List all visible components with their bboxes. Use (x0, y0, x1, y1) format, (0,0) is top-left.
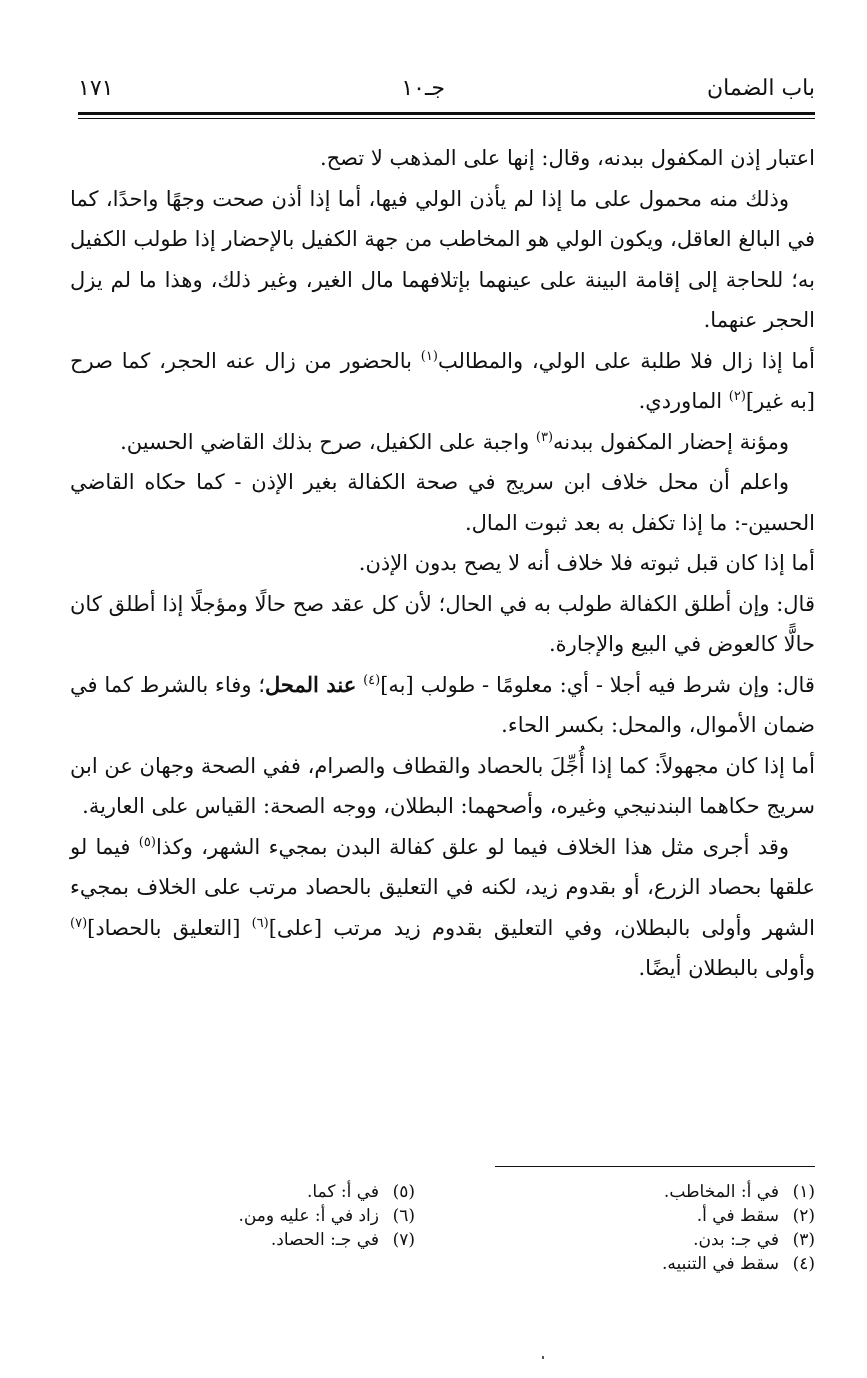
paragraph (70, 179, 815, 341)
paragraph (70, 462, 815, 543)
main-text (70, 138, 815, 989)
scan-speck (542, 1356, 544, 1359)
paragraph-text: الماوردي. (638, 389, 729, 413)
bold-text: عند المحل (265, 671, 357, 697)
paragraph-text: [التعليق بالحصاد] (87, 915, 252, 940)
footnotes-column-left (75, 1180, 415, 1252)
paragraph (70, 746, 815, 827)
page-number: ١٧١ (78, 76, 114, 101)
paragraph-text: واجبة على الكفيل، صرح بذلك القاضي الحسين. (120, 429, 536, 454)
footnote-number: (١) (792, 1182, 815, 1202)
paragraph-text: اعتبار إذن المكفول ببدنه، وقال: إنها على المذهب لا تصح. (319, 146, 815, 170)
footnote-text: في جـ: بدن. (693, 1230, 779, 1250)
paragraph-text: بالحضور من زال عنه الحجر، كما صرح [به غير] (70, 348, 815, 413)
paragraph (70, 341, 815, 422)
paragraph-text: ومؤنة إحضار المكفول ببدنه (553, 429, 789, 454)
footnote-number: (٢) (792, 1206, 815, 1226)
paragraph (70, 665, 815, 746)
paragraph-text: فيما لو علقها بحصاد الزرع، أو بقدوم زيد، لكنه في التعليق بالحصاد مرتب على الخلاف بمجيء الشهر وأولى بالبطلان، وفي التعليق بقدوم زيد مرتب [على] (70, 834, 816, 940)
footnote-marker: (٧) (70, 915, 88, 931)
paragraph-text: أما إذا كان قبل ثبوته فلا خلاف أنه لا يصح بدون الإذن. (358, 551, 815, 575)
chapter-title: باب الضمان (706, 76, 815, 101)
footnote (475, 1252, 815, 1276)
paragraph (70, 827, 815, 989)
footnote-number: (٥) (392, 1182, 415, 1202)
footnote (475, 1204, 815, 1228)
footnote (475, 1180, 815, 1204)
footnote (475, 1228, 815, 1252)
paragraph-text: ؛ وفاء بالشرط كما في ضمان الأموال، والمحل: بكسر الحاء. (70, 672, 815, 737)
running-header (78, 68, 815, 112)
footnote-number: (٧) (392, 1230, 415, 1250)
footnote-marker: (٦) (251, 915, 269, 931)
paragraph-text: وأولى بالبطلان أيضًا. (638, 956, 815, 980)
footnote-number: (٦) (392, 1206, 415, 1226)
paragraph (70, 138, 815, 179)
footnote-number: (٣) (792, 1230, 815, 1250)
footnote-text: في أ: المخاطب. (663, 1182, 779, 1202)
footnote-text: سقط في أ. (696, 1206, 779, 1226)
paragraph-text: وقد أجرى مثل هذا الخلاف فيما لو علق كفالة البدن بمجيء الشهر، وكذا (155, 834, 790, 859)
footnote (75, 1180, 415, 1204)
volume-number: جـ١٠ (401, 76, 445, 101)
paragraph (70, 543, 815, 584)
footnote-number: (٤) (792, 1254, 815, 1274)
paragraph-text: قال: وإن أطلق الكفالة طولب به في الحال؛ لأن كل عقد صح حالًا ومؤجلًا إذا أطلق كان حالًّا كالعوض في البيع والإجارة. (70, 591, 815, 656)
footnote-text: سقط في التنبيه. (661, 1254, 779, 1274)
footnote-marker: (٣) (535, 429, 554, 445)
footnote-marker: (٤) (363, 672, 381, 688)
paragraph-text: أما إذا زال فلا طلبة على الولي، والمطالب (437, 348, 815, 373)
footnote-text: زاد في أ: عليه ومن. (238, 1206, 379, 1226)
footnote-marker: (٢) (728, 389, 746, 404)
paragraph-text: قال: وإن شرط فيه أجلا - أي: معلومًا - طولب [به] (380, 672, 815, 697)
footnote (75, 1204, 415, 1228)
paragraph-text: أما إذا كان مجهولاً: كما إذا أُجِّلَ بالحصاد والقطاف والصرام، ففي الصحة وجهان عن ابن سريج حكاهما البندنيجي وغيره، وأصحهما: البطلان، ووجه الصحة: القياس على العارية. (70, 753, 815, 818)
paragraph (70, 422, 815, 463)
footnote (75, 1228, 415, 1252)
header-rule-thin (78, 118, 815, 119)
footnote-marker: (٥) (138, 834, 156, 850)
header-rule-thick (78, 112, 815, 115)
footnotes-column-right (475, 1180, 815, 1276)
footnote-text: في جـ: الحصاد. (270, 1230, 379, 1250)
footnote-separator (495, 1166, 815, 1167)
paragraph-text: وذلك منه محمول على ما إذا لم يأذن الولي فيها، أما إذا أذن صحت وجهًا واحدًا، كما في البالغ العاقل، ويكون الولي هو المخاطب من جهة الكفيل بالإحضار إذا طولب الكفيل به؛ للحاجة إلى إقامة البينة على عينهما بإتلافهما مال الغير، وغير ذلك، وهذا ما لم يزل الحجر عنهما. (70, 186, 815, 332)
paragraph (70, 584, 815, 665)
paragraph-text: واعلم أن محل خلاف ابن سريج في صحة الكفالة بغير الإذن - كما حكاه القاضي الحسين-: ما إذا تكفل به بعد ثبوت المال. (70, 470, 815, 535)
footnote-marker: (١) (420, 348, 438, 364)
footnote-text: في أ: كما. (306, 1182, 379, 1202)
